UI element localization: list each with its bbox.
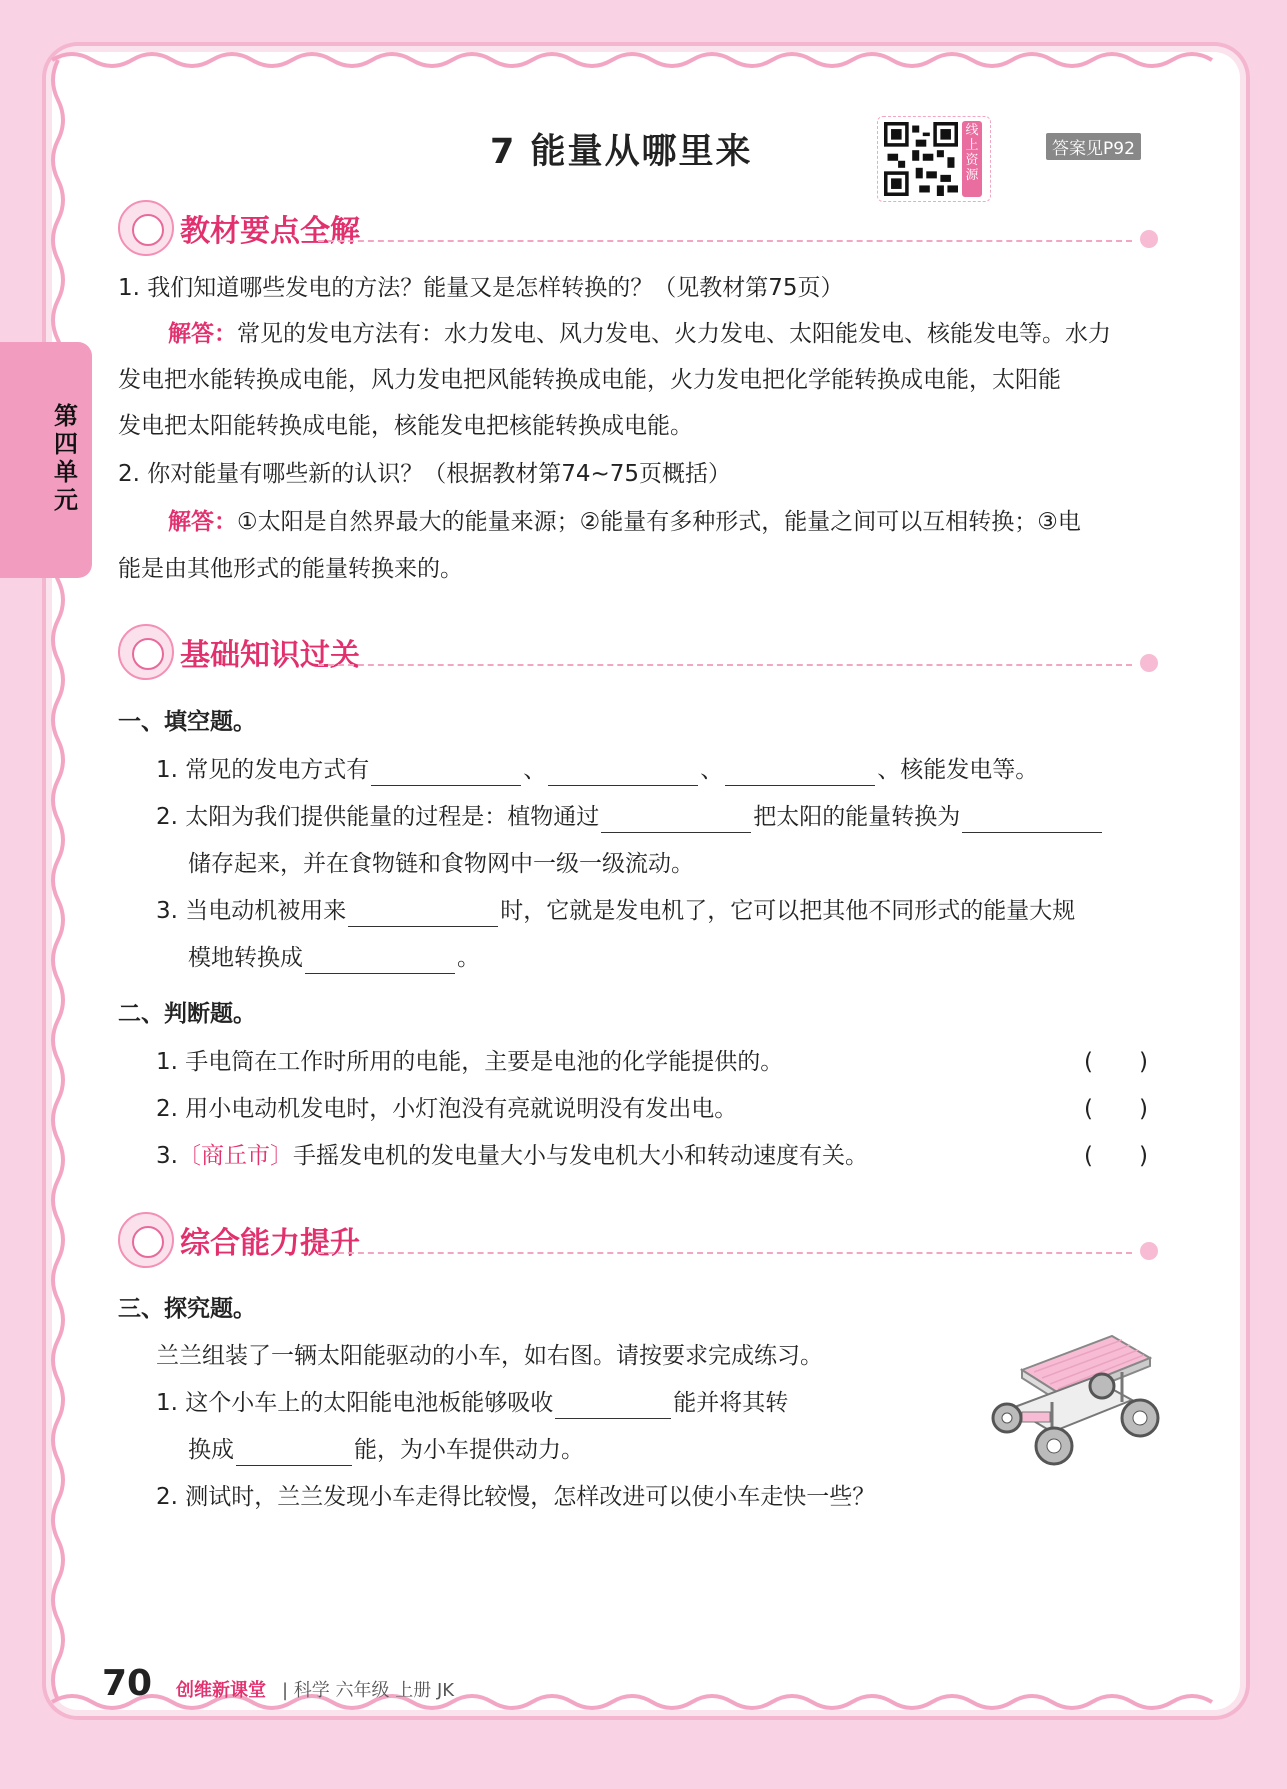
footer-brand: 创维新课堂 [176, 1680, 266, 1701]
section-title: 教材要点全解 [180, 214, 360, 249]
judge-answer-1[interactable]: ( ) [1084, 1049, 1148, 1075]
judge-answer-2[interactable]: ( ) [1084, 1096, 1148, 1122]
answer-1-line3: 发电把太阳能转换成电能，核能发电把核能转换成电能。 [118, 413, 693, 439]
section-title: 综合能力提升 [180, 1226, 360, 1261]
answer-blank[interactable] [348, 900, 498, 927]
flower-icon [1140, 654, 1158, 672]
item-text: 1. 常见的发电方式有 [156, 757, 370, 783]
unit-side-tab [0, 342, 92, 578]
judge-item-3 [156, 1140, 868, 1172]
question-2: 2. 你对能量有哪些新的认识？（根据教材第74~75页概括） [118, 461, 732, 487]
item-text: 换成 [188, 1437, 234, 1463]
explore-item-2: 2. 测试时，兰兰发现小车走得比较慢，怎样改进可以使小车走快一些？ [156, 1484, 876, 1510]
judge-heading: 二、判断题。 [118, 1001, 256, 1027]
dotted-divider [318, 1252, 1132, 1254]
qr-code-icon [884, 122, 958, 196]
flower-icon [1140, 230, 1158, 248]
section-title: 基础知识过关 [180, 638, 360, 673]
footer-book-info: | 科学 六年级 上册 JK [282, 1680, 455, 1701]
qr-resource-box[interactable] [877, 116, 991, 202]
answer-label: 解答： [168, 321, 237, 347]
answer-blank[interactable] [601, 806, 751, 833]
region-tag: 〔商丘市〕 [177, 1143, 293, 1169]
fill-item-2-cont: 储存起来，并在食物链和食物网中一级一级流动。 [188, 851, 694, 877]
item-text: 。 [457, 945, 480, 971]
question-1: 1. 我们知道哪些发电的方法？能量又是怎样转换的？（见教材第75页） [118, 275, 844, 301]
item-text: 2. 太阳为我们提供能量的过程是：植物通过 [156, 804, 600, 830]
qr-label: 线上资源 [962, 121, 982, 197]
dotted-divider [318, 240, 1132, 242]
item-text: 能并将其转 [673, 1390, 789, 1416]
solar-car-illustration [982, 1328, 1162, 1468]
section-heading [118, 624, 1158, 678]
explore-intro: 兰兰组装了一辆太阳能驱动的小车，如右图。请按要求完成练习。 [156, 1343, 823, 1369]
answer-blank[interactable] [962, 806, 1102, 833]
judge-item-2: 2. 用小电动机发电时，小灯泡没有亮就说明没有发出电。 [156, 1096, 738, 1122]
item-text: 手摇发电机的发电量大小与发电机大小和转动速度有关。 [292, 1143, 868, 1169]
answer-label: 解答： [168, 509, 237, 535]
judge-answer-3[interactable]: ( ) [1084, 1143, 1148, 1169]
answer-2-line2: 能是由其他形式的能量转换来的。 [118, 556, 463, 582]
fill-item-2 [156, 801, 1104, 833]
lesson-title: 7 能量从哪里来 [490, 132, 753, 172]
item-text: 3. 当电动机被用来 [156, 898, 347, 924]
item-text: 时，它就是发电机了，它可以把其他不同形式的能量大规 [500, 898, 1076, 924]
answer-text: ①太阳是自然界最大的能量来源；②能量有多种形式，能量之间可以互相转换；③电 [237, 509, 1081, 535]
unit-tab-label: 第四单元 [54, 402, 78, 514]
explore-heading: 三、探究题。 [118, 1296, 256, 1322]
item-text: 模地转换成 [188, 945, 303, 971]
flower-icon [1140, 1242, 1158, 1260]
answer-reference-badge: 答案见P92 [1046, 133, 1141, 160]
judge-item-1: 1. 手电筒在工作时所用的电能，主要是电池的化学能提供的。 [156, 1049, 784, 1075]
cartoon-face-icon [118, 624, 174, 680]
answer-blank[interactable] [725, 759, 875, 786]
item-text: 能，为小车提供动力。 [354, 1437, 584, 1463]
section-heading [118, 1212, 1158, 1266]
fill-heading: 一、填空题。 [118, 709, 256, 735]
fill-item-3-cont [188, 942, 480, 974]
explore-item-1-cont [188, 1434, 584, 1466]
answer-1-line1 [168, 318, 1111, 350]
cartoon-face-icon [118, 1212, 174, 1268]
answer-2-line1 [168, 506, 1081, 538]
item-text: 把太阳的能量转换为 [753, 804, 961, 830]
dotted-divider [318, 664, 1132, 666]
answer-1-line2: 发电把水能转换成电能，风力发电把风能转换成电能，火力发电把化学能转换成电能，太阳能 [118, 367, 1061, 393]
answer-blank[interactable] [305, 947, 455, 974]
section-heading [118, 200, 1158, 254]
separator: 、 [523, 757, 547, 783]
answer-blank[interactable] [371, 759, 521, 786]
answer-text: 常见的发电方法有：水力发电、风力发电、火力发电、太阳能发电、核能发电等。水力 [237, 321, 1111, 347]
item-number: 3. [156, 1143, 178, 1169]
separator: 、 [700, 757, 724, 783]
fill-item-3 [156, 895, 1075, 927]
item-text: 、核能发电等。 [877, 757, 1039, 783]
answer-blank[interactable] [555, 1392, 671, 1419]
answer-blank[interactable] [236, 1439, 352, 1466]
page-number: 70 [102, 1663, 153, 1704]
cartoon-face-icon [118, 200, 174, 256]
item-text: 1. 这个小车上的太阳能电池板能够吸收 [156, 1390, 554, 1416]
explore-item-1 [156, 1387, 788, 1419]
answer-blank[interactable] [548, 759, 698, 786]
fill-item-1 [156, 754, 1038, 786]
